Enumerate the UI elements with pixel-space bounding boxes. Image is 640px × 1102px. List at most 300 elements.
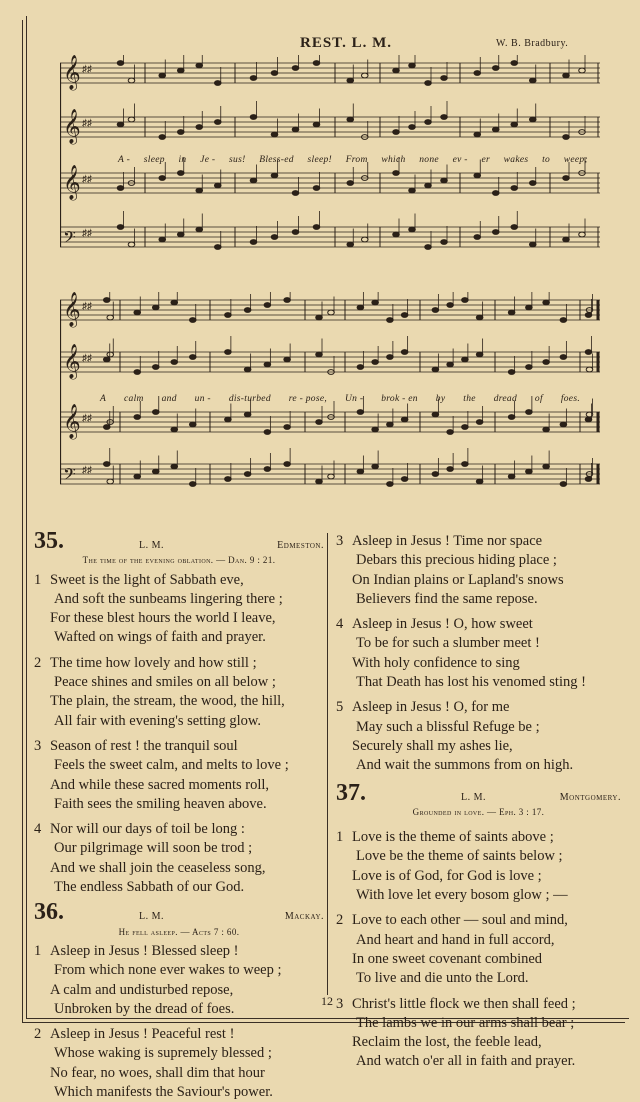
note-head xyxy=(134,474,141,479)
treble-clef-icon: 𝄞 xyxy=(63,165,81,200)
treble-clef-icon: 𝄞 xyxy=(63,292,81,327)
lyrics-line-1 xyxy=(118,155,588,165)
note-head xyxy=(372,427,379,432)
verse-text: Asleep in Jesus ! Blessed sleep ! xyxy=(50,942,239,959)
note-head xyxy=(560,422,567,427)
note-head xyxy=(292,127,299,132)
note-head xyxy=(117,122,124,127)
verse-line xyxy=(34,961,324,980)
verse-text: Love to each other — soul and mind, xyxy=(352,912,568,929)
lyric-syllable: A - xyxy=(118,155,131,165)
note-head xyxy=(244,412,251,417)
verse xyxy=(34,737,324,814)
verse-line xyxy=(336,867,621,886)
lyric-syllable: weep; xyxy=(563,155,588,165)
note-head xyxy=(476,352,483,357)
page-number: 12 xyxy=(321,994,333,1008)
note-head xyxy=(171,360,178,365)
hymn-35-verses xyxy=(34,571,324,898)
lyric-syllable: calm xyxy=(124,394,144,404)
note-head xyxy=(271,173,278,178)
verse-number: 2 xyxy=(34,1026,42,1043)
hymn-37-number: 37. xyxy=(336,779,366,806)
verse-text: In one sweet covenant combined xyxy=(352,950,543,967)
verse-line xyxy=(336,1052,621,1071)
verse xyxy=(34,820,324,897)
note-head xyxy=(579,232,586,237)
note-head xyxy=(432,367,439,372)
note-head xyxy=(264,467,271,472)
verse-line xyxy=(336,995,621,1014)
verse-line xyxy=(336,886,621,905)
verse-number: 1 xyxy=(336,829,344,846)
verse-text: Sweet is the light of Sabbath eve, xyxy=(50,571,244,588)
verse-line xyxy=(34,1025,324,1044)
note-head xyxy=(372,464,379,469)
note-head xyxy=(425,120,432,125)
note-head xyxy=(214,120,221,125)
note-head xyxy=(357,305,364,310)
verse-text: Wafted on wings of faith and prayer. xyxy=(54,629,266,646)
note-head xyxy=(526,305,533,310)
note-head xyxy=(271,235,278,240)
verse-line xyxy=(34,795,324,814)
verse-number: 4 xyxy=(336,616,344,633)
note-head xyxy=(250,115,257,120)
note-head xyxy=(526,410,533,415)
verse-line xyxy=(34,654,324,673)
lyrics-line-2 xyxy=(100,394,580,404)
note-head xyxy=(152,410,159,415)
key-signature-icon: ♯♯ xyxy=(82,353,92,364)
verse-line xyxy=(336,911,621,930)
verse-line xyxy=(336,756,621,775)
note-head xyxy=(292,230,299,235)
note-head xyxy=(393,130,400,135)
note-head xyxy=(447,467,454,472)
note-head xyxy=(347,242,354,247)
note-head xyxy=(563,135,570,140)
note-head xyxy=(393,171,400,176)
verse xyxy=(34,942,324,1019)
verse-line xyxy=(336,931,621,950)
note-head xyxy=(474,132,481,137)
note-head xyxy=(177,68,184,73)
lyric-syllable: to xyxy=(542,155,551,165)
treble-clef-icon: 𝄞 xyxy=(63,344,81,379)
note-head xyxy=(250,76,257,81)
verse-text: Whose waking is supremely blessed ; xyxy=(54,1045,272,1062)
note-head xyxy=(447,362,454,367)
note-head xyxy=(441,76,448,81)
bass-clef-icon: 𝄢 xyxy=(63,227,76,251)
verse-text: The plain, the stream, the wood, the hill, xyxy=(50,693,285,710)
note-head xyxy=(543,464,550,469)
verse-text: To live and die unto the Lord. xyxy=(356,970,529,987)
note-head xyxy=(560,355,567,360)
verse-text: On Indian plains or Lapland's snows xyxy=(352,571,564,588)
verse-text: With holy confidence to sing xyxy=(352,654,520,671)
note-head xyxy=(563,73,570,78)
verse xyxy=(34,571,324,648)
note-head xyxy=(284,357,291,362)
hymn-37-meter: L. M. xyxy=(461,791,486,803)
verse-line xyxy=(336,847,621,866)
note-head xyxy=(284,462,291,467)
verse xyxy=(336,615,621,692)
verse-text: Peace shines and smiles on all below ; xyxy=(54,674,276,691)
hymn-35-number: 35. xyxy=(34,528,64,554)
note-head xyxy=(432,308,439,313)
note-head xyxy=(357,469,364,474)
note-head xyxy=(244,367,251,372)
verse-text: And heart and hand in full accord, xyxy=(356,931,555,948)
note-head xyxy=(313,61,320,66)
note-head xyxy=(177,232,184,237)
verse-number: 3 xyxy=(34,737,42,754)
note-head xyxy=(474,71,481,76)
note-head xyxy=(387,422,394,427)
hymn-37-tune: Montgomery. xyxy=(559,791,621,803)
verse-line xyxy=(34,839,324,858)
note-head xyxy=(328,474,335,479)
note-head xyxy=(103,357,110,362)
note-head xyxy=(372,360,379,365)
verse-text: Asleep in Jesus ! Time nor space xyxy=(352,533,543,549)
lyric-syllable: brok - en xyxy=(381,394,418,404)
treble-clef-icon: 𝄞 xyxy=(63,55,81,90)
note-head xyxy=(189,318,196,323)
verse-line xyxy=(336,615,621,634)
note-head xyxy=(225,417,232,422)
verse-text: Asleep in Jesus ! O, for me xyxy=(352,699,510,716)
note-head xyxy=(347,181,354,186)
note-head xyxy=(196,188,203,193)
note-head xyxy=(171,427,178,432)
note-head xyxy=(214,245,221,250)
verse-text: And while these sacred moments roll, xyxy=(50,776,270,793)
key-signature-icon: ♯♯ xyxy=(82,301,92,312)
verse-line xyxy=(34,942,324,961)
verse-line xyxy=(336,950,621,969)
note-head xyxy=(543,300,550,305)
note-head xyxy=(316,315,323,320)
verse-text: Season of rest ! the tranquil soul xyxy=(50,737,238,754)
hymn-35-meter: L. M. xyxy=(139,540,164,551)
verse-line xyxy=(34,590,324,609)
verse xyxy=(336,698,621,775)
note-head xyxy=(401,417,408,422)
verse-line xyxy=(336,590,621,609)
note-head xyxy=(152,365,159,370)
note-head xyxy=(284,298,291,303)
verse-line xyxy=(34,1000,324,1019)
verse-line xyxy=(34,981,324,1000)
verse-number: 1 xyxy=(34,571,42,588)
verse-text: With love let every bosom glow ; — xyxy=(356,887,568,904)
note-head xyxy=(432,412,439,417)
treble-clef-icon: 𝄞 xyxy=(63,404,81,439)
bass-clef-icon: 𝄢 xyxy=(63,464,76,488)
note-head xyxy=(189,422,196,427)
note-head xyxy=(264,430,271,435)
note-head xyxy=(508,310,515,315)
note-head xyxy=(462,425,469,430)
note-head xyxy=(560,318,567,323)
verse xyxy=(336,911,621,988)
note-head xyxy=(159,176,166,181)
note-head xyxy=(409,188,416,193)
lyric-syllable: foes. xyxy=(560,394,580,404)
verse-text: For these blest hours the world I leave, xyxy=(50,610,276,627)
verse-line xyxy=(34,673,324,692)
lyric-syllable: wakes xyxy=(503,155,529,165)
note-head xyxy=(107,352,114,357)
verse-text: Asleep in Jesus ! O, how sweet xyxy=(352,616,533,633)
note-head xyxy=(177,171,184,176)
note-head xyxy=(357,365,364,370)
note-head xyxy=(387,482,394,487)
note-head xyxy=(492,230,499,235)
hymn-35-tune: Edmeston. xyxy=(277,540,324,551)
note-head xyxy=(476,315,483,320)
verse-number: 3 xyxy=(336,995,344,1012)
treble-clef-icon: 𝄞 xyxy=(63,109,81,144)
note-head xyxy=(117,186,124,191)
verse-number: 1 xyxy=(34,942,42,959)
key-signature-icon: ♯♯ xyxy=(82,413,92,424)
note-head xyxy=(585,417,592,422)
hymn-36-occasion: He fell asleep. — Acts 7 : 60. xyxy=(118,926,240,937)
note-head xyxy=(152,305,159,310)
verse-line xyxy=(34,628,324,647)
verse-line xyxy=(336,634,621,653)
key-signature-icon: ♯♯ xyxy=(82,174,92,185)
verse-line xyxy=(336,551,621,570)
hymn-35-occasion: The time of the evening oblation. — Dan. 9 : 21. xyxy=(82,555,276,566)
note-head xyxy=(409,227,416,232)
left-column xyxy=(34,528,324,1102)
note-head xyxy=(526,365,533,370)
note-head xyxy=(425,183,432,188)
note-head xyxy=(585,350,592,355)
note-head xyxy=(462,357,469,362)
note-head xyxy=(432,472,439,477)
note-head xyxy=(492,191,499,196)
right-column xyxy=(336,532,621,1072)
verse-line xyxy=(34,878,324,897)
lyric-syllable: er xyxy=(481,155,490,165)
verse-text: The time how lovely and how still ; xyxy=(50,654,257,671)
note-head xyxy=(292,191,299,196)
note-head xyxy=(387,318,394,323)
key-signature-icon: ♯♯ xyxy=(82,228,92,239)
note-head xyxy=(128,242,135,247)
hymn-36-tune: Mackay. xyxy=(284,911,324,923)
verse-text: Unbroken by the dread of foes. xyxy=(54,1000,235,1017)
verse-line xyxy=(34,1083,324,1102)
note-head xyxy=(250,178,257,183)
verse-text: May such a blissful Refuge be ; xyxy=(356,718,540,735)
note-head xyxy=(171,464,178,469)
note-head xyxy=(387,355,394,360)
note-head xyxy=(225,313,232,318)
note-head xyxy=(134,415,141,420)
note-head xyxy=(159,237,166,242)
note-head xyxy=(529,242,536,247)
verse-line xyxy=(336,828,621,847)
note-head xyxy=(271,71,278,76)
verse-line xyxy=(336,1014,621,1033)
note-head xyxy=(401,350,408,355)
verse-text: And soft the sunbeams lingering there ; xyxy=(54,590,283,607)
verse-text: All fair with evening's setting glow. xyxy=(54,712,262,729)
note-head xyxy=(563,176,570,181)
note-head xyxy=(511,61,518,66)
note-head xyxy=(189,482,196,487)
lyric-syllable: Un - xyxy=(344,394,364,404)
note-head xyxy=(328,310,335,315)
note-head xyxy=(543,427,550,432)
lyric-syllable: dread xyxy=(493,394,517,404)
verse-line xyxy=(34,1064,324,1083)
tune-title: REST. L. M. xyxy=(300,35,392,51)
verse-text: Believers find the same repose. xyxy=(356,590,538,607)
verse-text: A calm and undisturbed repose, xyxy=(50,981,234,998)
verse-text: Faith sees the smiling heaven above. xyxy=(54,795,267,812)
verse-text: Reclaim the lost, the feeble lead, xyxy=(352,1034,542,1051)
hymn-36-verses-right xyxy=(336,532,621,776)
note-head xyxy=(401,313,408,318)
note-head xyxy=(196,63,203,68)
verse-line xyxy=(34,571,324,590)
note-head xyxy=(393,232,400,237)
verse xyxy=(34,1025,324,1102)
note-head xyxy=(316,479,323,484)
hymn-37-occasion: Grounded in love. — Eph. 3 : 17. xyxy=(412,806,545,817)
note-head xyxy=(196,227,203,232)
verse-text: Christ's little flock we then shall feed ; xyxy=(352,995,576,1012)
verse-number: 2 xyxy=(336,912,344,929)
note-head xyxy=(159,73,166,78)
verse-text: Feels the sweet calm, and melts to love ; xyxy=(54,757,289,774)
verse-line xyxy=(34,756,324,775)
verse-text: Love is the theme of saints above ; xyxy=(352,829,554,846)
note-head xyxy=(316,420,323,425)
lyric-syllable: and xyxy=(161,394,177,404)
note-head xyxy=(492,66,499,71)
note-head xyxy=(134,310,141,315)
note-head xyxy=(284,425,291,430)
note-head xyxy=(347,78,354,83)
note-head xyxy=(117,61,124,66)
lyric-syllable: which xyxy=(381,155,406,165)
note-head xyxy=(103,425,110,430)
note-head xyxy=(586,367,593,372)
note-head xyxy=(361,237,368,242)
note-head xyxy=(107,479,114,484)
note-head xyxy=(563,237,570,242)
tune-composer: W. B. Bradbury. xyxy=(496,38,569,49)
hymn-37-verses xyxy=(336,828,621,1072)
note-head xyxy=(462,462,469,467)
verse-text: Securely shall my ashes lie, xyxy=(352,737,513,754)
verse xyxy=(336,828,621,905)
note-head xyxy=(447,303,454,308)
verse-text: The endless Sabbath of our God. xyxy=(54,879,245,896)
verse-text: To be for such a slumber meet ! xyxy=(356,635,540,652)
verse-line xyxy=(336,673,621,692)
verse-line xyxy=(336,718,621,737)
verse-text: And we shall join the ceaseless song, xyxy=(50,859,266,876)
verse-text: And wait the summons from on high. xyxy=(356,757,574,774)
lyric-syllable: From xyxy=(345,155,368,165)
note-head xyxy=(585,313,592,318)
note-head xyxy=(361,73,368,78)
note-head xyxy=(313,225,320,230)
verse-text: No fear, no woes, shall dim that hour xyxy=(50,1064,265,1081)
hymn-36-number: 36. xyxy=(34,899,64,926)
note-head xyxy=(357,410,364,415)
verse-line xyxy=(34,692,324,711)
note-head xyxy=(264,303,271,308)
note-head xyxy=(441,115,448,120)
note-head xyxy=(425,81,432,86)
verse-text: Debars this precious hiding place ; xyxy=(356,552,557,569)
note-head xyxy=(441,240,448,245)
note-head xyxy=(476,420,483,425)
key-signature-icon: ♯♯ xyxy=(82,64,92,75)
lyric-syllable: ev - xyxy=(452,155,468,165)
note-head xyxy=(409,63,416,68)
note-head xyxy=(401,477,408,482)
note-head xyxy=(543,360,550,365)
lyric-syllable: dis-turbed xyxy=(228,394,271,404)
verse-line xyxy=(34,712,324,731)
note-head xyxy=(372,300,379,305)
verse-line xyxy=(34,859,324,878)
lyric-syllable: sus! xyxy=(229,155,246,165)
note-head xyxy=(529,181,536,186)
verse xyxy=(336,532,621,609)
verse-text: And watch o'er all in faith and prayer. xyxy=(356,1053,576,1070)
verse-text: Nor will our days of toil be long : xyxy=(50,821,245,838)
verse-text: Love is of God, for God is love ; xyxy=(352,867,542,884)
note-head xyxy=(511,186,518,191)
note-head xyxy=(264,362,271,367)
note-head xyxy=(189,355,196,360)
note-head xyxy=(128,78,135,83)
note-head xyxy=(393,68,400,73)
verse-line xyxy=(336,1033,621,1052)
note-head xyxy=(313,122,320,127)
verse-line xyxy=(34,737,324,756)
verse-line xyxy=(336,571,621,590)
note-head xyxy=(476,479,483,484)
note-head xyxy=(107,315,114,320)
verse-text: From which none ever wakes to weep ; xyxy=(54,962,282,979)
verse-text: Our pilgrimage will soon be trod ; xyxy=(54,840,253,857)
note-head xyxy=(511,225,518,230)
verse-text: Love be the theme of saints below ; xyxy=(356,848,563,865)
lyric-syllable: sleep xyxy=(143,155,165,165)
note-head xyxy=(441,178,448,183)
note-head xyxy=(171,300,178,305)
lyric-syllable: sleep! xyxy=(307,155,332,165)
note-head xyxy=(409,125,416,130)
note-head xyxy=(474,235,481,240)
verse xyxy=(336,995,621,1072)
